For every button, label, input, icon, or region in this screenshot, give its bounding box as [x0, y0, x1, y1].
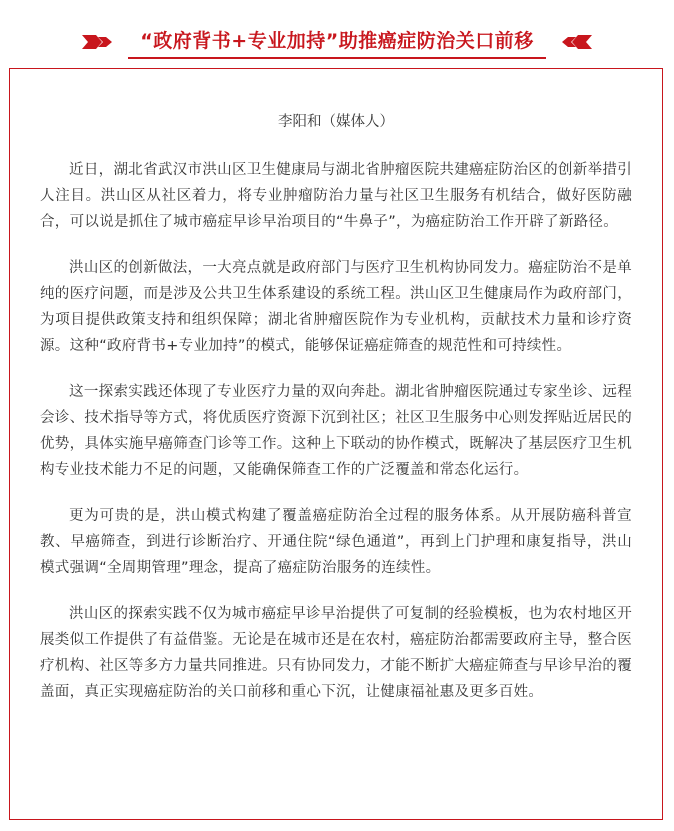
chevron-left-decoration-icon: [560, 33, 592, 51]
article-paragraph-2: 洪山区的创新做法，一大亮点就是政府部门与医疗卫生机构协同发力。癌症防治不是单纯的医疗问题，而是涉及公共卫生体系建设的系统工程。洪山区卫生健康局作为政府部门，为项目提供政策支持和组织保障；湖北省肿瘤医院作为专业机构，贡献技术力量和诊疗资源。这种“政府背书+专业加持”的模式，能够保证癌症筛查的规范性和可持续性。: [40, 260, 632, 354]
article-paragraph-3: 这一探索实践还体现了专业医疗力量的双向奔赴。湖北省肿瘤医院通过专家坐诊、远程会诊、技术指导等方式，将优质医疗资源下沉到社区；社区卫生服务中心则发挥贴近居民的优势，具体实施早癌筛查门诊等工作。这种上下联动的协作模式，既解决了基层医疗卫生机构专业技术能力不足的问题，又能确保筛查工作的广泛覆盖和常态化运行。: [40, 384, 632, 478]
article-body: [9, 68, 663, 820]
article-paragraph-1: 近日，湖北省武汉市洪山区卫生健康局与湖北省肿瘤医院共建癌症防治区的创新举措引人注目。洪山区从社区着力，将专业肿瘤防治力量与社区卫生服务有机结合，做好医防融合，可以说是抓住了城市癌症早诊早治项目的“牛鼻子”，为癌症防治工作开辟了新路径。: [40, 162, 632, 230]
article-paragraph-5: 洪山区的探索实践不仅为城市癌症早诊早治提供了可复制的经验模板，也为农村地区开展类似工作提供了有益借鉴。无论是在城市还是在农村，癌症防治都需要政府主导，整合医疗机构、社区等多方力量共同推进。只有协同发力，才能不断扩大癌症筛查与早诊早治的覆盖面，真正实现癌症防治的关口前移和重心下沉，让健康福祉惠及更多百姓。: [40, 606, 632, 700]
header-banner: [0, 22, 674, 62]
header-inner: [82, 25, 591, 59]
article-paragraph-4: 更为可贵的是，洪山模式构建了覆盖癌症防治全过程的服务体系。从开展防癌科普宣教、早癌筛查，到进行诊断治疗、开通住院“绿色通道”，再到上门护理和康复指导，洪山模式强调“全周期管理”理念，提高了癌症防治服务的连续性。: [40, 508, 632, 576]
chevron-right-decoration-icon: [82, 33, 114, 51]
article-author: 李阳和（媒体人）: [278, 114, 394, 130]
article-title: “政府背书+专业加持”助推癌症防治关口前移: [128, 25, 545, 59]
